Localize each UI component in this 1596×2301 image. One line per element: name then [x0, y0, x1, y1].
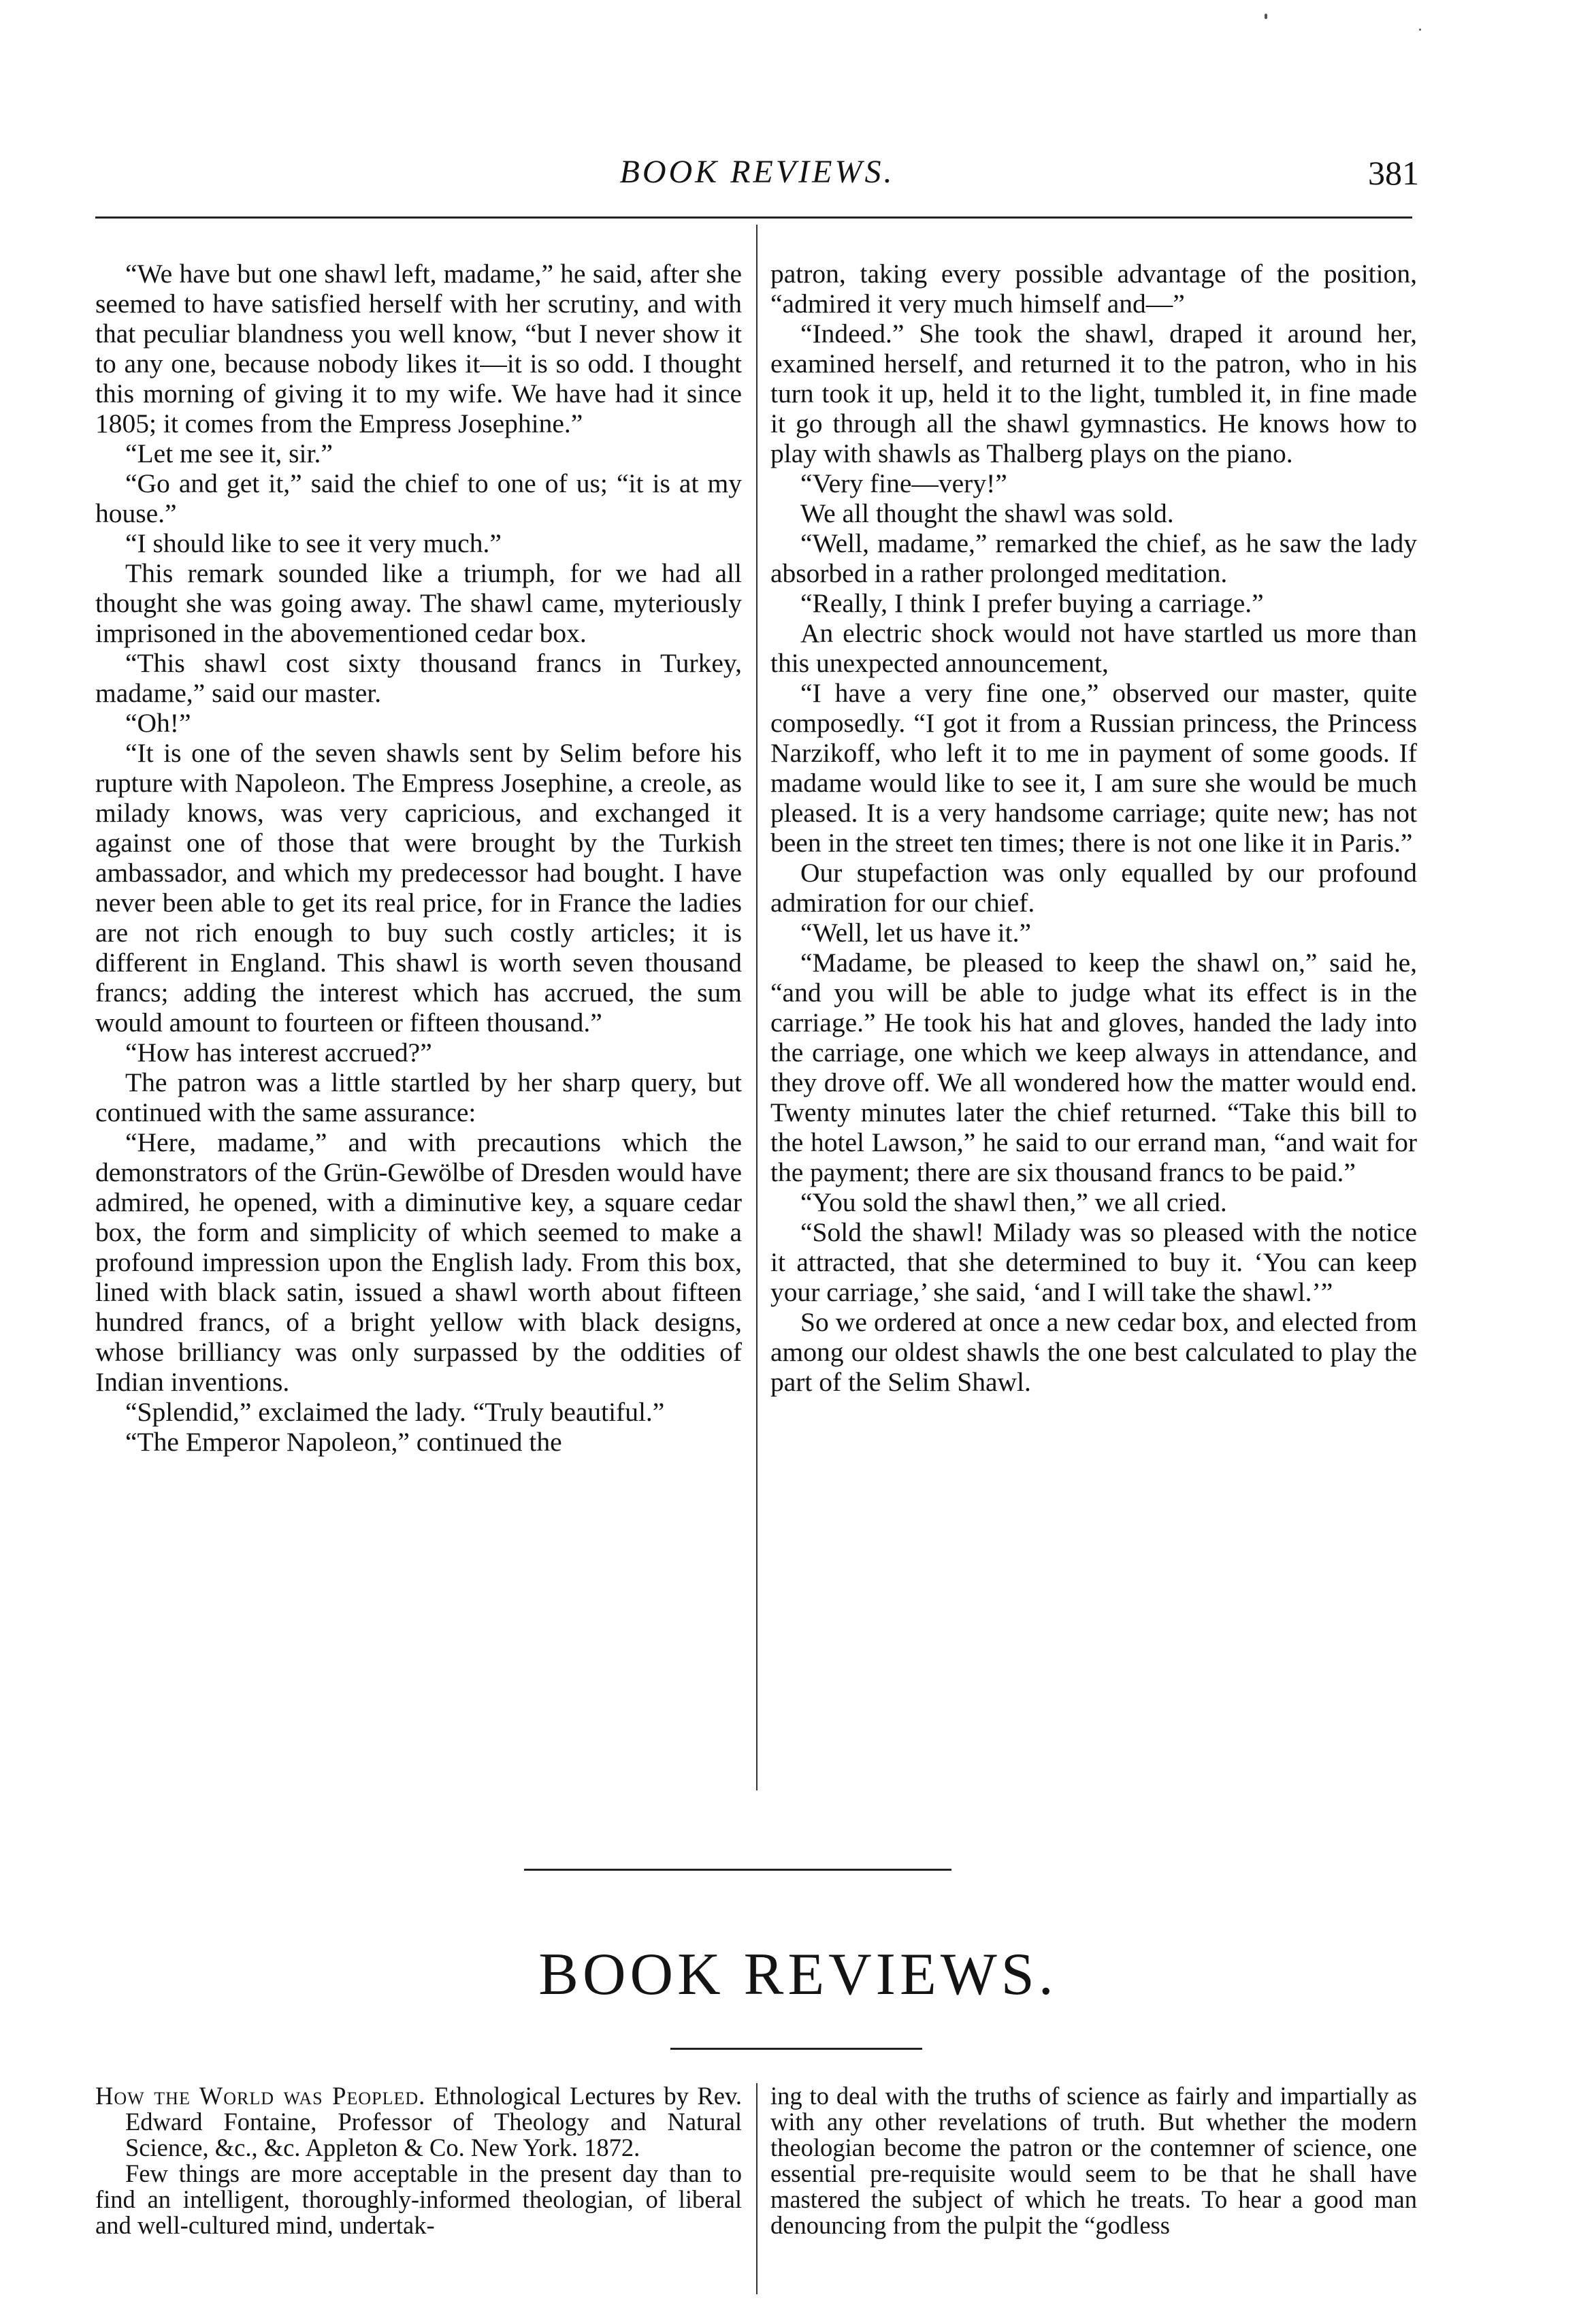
paragraph: patron, taking every possible advantage of the position, “admired it very much himself and—” — [770, 259, 1417, 319]
paragraph: “You sold the shawl then,” we all cried. — [800, 1187, 1227, 1217]
review-book-title: How the World was Peopled. — [95, 2082, 426, 2110]
paragraph: “It is one of the seven shawls sent by Selim before his rupture with Napoleon. The Empress Josephine, a creole, as milady knows, was very capricious, and exchanged it against one of those that were brought by the Turkish ambassador, and which my predecessor had bought. I have never been able to get its real price, for in France the ladies are not rich enough to buy such costly articles; it is different in England. This shawl is worth seven thousand francs; adding the interest which has accrued, the sum would amount to fourteen or fifteen thousand.” — [95, 738, 742, 1037]
page-number: 381 — [1368, 154, 1419, 192]
review-left-column — [95, 2083, 742, 2238]
paragraph: “Splendid,” exclaimed the lady. “Truly beautiful.” — [125, 1397, 665, 1427]
header-rule — [95, 216, 1412, 219]
review-citation — [95, 2083, 742, 2161]
paragraph: This remark sounded like a triumph, for we had all thought she was going away. The shawl came, myteriously imprisoned in the abovementioned cedar box. — [95, 558, 742, 648]
paragraph: “How has interest accrued?” — [125, 1037, 432, 1067]
paragraph: “Let me see it, sir.” — [125, 438, 333, 468]
paragraph: “We have but one shawl left, madame,” he said, after she seemed to have satisfied herself with her scrutiny, and with that peculiar blandness you well know, “but I never show it to any one, because nobody likes it—it is so odd. I thought this morning of giving it to my wife. We have had it since 1805; it comes from the Empress Josephine.” — [95, 259, 742, 438]
running-head — [95, 153, 1419, 201]
review-column-divider — [756, 2083, 758, 2294]
paragraph: “Oh!” — [125, 708, 191, 738]
paragraph: So we ordered at once a new cedar box, and elected from among our oldest shawls the one best calculated to play the part of the Selim Shawl. — [770, 1307, 1417, 1397]
right-column — [770, 259, 1417, 1397]
section-heading-rule — [670, 2048, 922, 2050]
review-right-column — [770, 2083, 1417, 2238]
review-paragraph: Few things are more acceptable in the present day than to find an intelligent, thoroughly-informed theologian, of liberal and well-cultured mind, undertak- — [95, 2159, 742, 2239]
paragraph: “Well, madame,” remarked the chief, as he saw the lady absorbed in a rather prolonged meditation. — [770, 528, 1417, 588]
section-heading: BOOK REVIEWS. — [538, 1942, 1058, 2008]
paragraph: “The Emperor Napoleon,” continued the — [125, 1427, 562, 1457]
page-speck — [1419, 29, 1421, 31]
paragraph: “I have a very fine one,” observed our master, quite composedly. “I got it from a Russian princess, the Princess Narzikoff, who left it to me in payment of some goods. If madame would like to see it, I am sure she would be much pleased. It is a very handsome carriage; quite new; has not been in the street ten times; there is not one like it in Paris.” — [770, 678, 1417, 858]
running-title: BOOK REVIEWS. — [619, 154, 895, 190]
paragraph: “I should like to see it very much.” — [125, 528, 502, 558]
paragraph: “Go and get it,” said the chief to one of us; “it is at my house.” — [95, 468, 742, 528]
paragraph: “Really, I think I prefer buying a carriage.” — [800, 588, 1264, 618]
paragraph: We all thought the shawl was sold. — [800, 498, 1174, 528]
review-citation-details: Ethnological Lectures by Rev. Edward Fontaine, Professor of Theology and Natural Science, &c., &c. Appleton & Co. New York. 1872. — [125, 2082, 742, 2161]
paragraph: An electric shock would not have startled us more than this unexpected announcement, — [770, 618, 1417, 678]
paragraph: Our stupefaction was only equalled by our profound admiration for our chief. — [770, 858, 1417, 918]
page-speck — [1265, 14, 1267, 19]
paragraph: “Here, madame,” and with precautions which the demonstrators of the Grün-Gewölbe of Dresden would have admired, he opened, with a diminutive key, a square cedar box, the form and simplicity of which seemed to make a profound impression upon the English lady. From this box, lined with black satin, issued a shawl worth about fifteen hundred francs, of a bright yellow with black designs, whose brilliancy was only surpassed by the oddities of Indian inventions. — [95, 1127, 742, 1397]
paragraph: The patron was a little startled by her sharp query, but continued with the same assurance: — [95, 1067, 742, 1127]
paragraph: “Madame, be pleased to keep the shawl on,” said he, “and you will be able to judge what its effect is in the carriage.” He took his hat and gloves, handed the lady into the carriage, one which we keep always in attendance, and they drove off. We all wondered how the matter would end. Twenty minutes later the chief returned. “Take this bill to the hotel Lawson,” he said to our errand man, “and wait for the payment; there are six thousand francs to be paid.” — [770, 948, 1417, 1187]
paragraph: “Very fine—very!” — [800, 468, 1007, 498]
column-divider — [756, 225, 758, 1790]
paragraph: “Indeed.” She took the shawl, draped it around her, examined herself, and returned it to the patron, who in his turn took it up, held it to the light, tumbled it, in fine made it go through all the shawl gymnastics. He knows how to play with shawls as Thalberg plays on the piano. — [770, 319, 1417, 468]
paragraph: “Well, let us have it.” — [800, 918, 1032, 948]
paragraph: “This shawl cost sixty thousand francs in Turkey, madame,” said our master. — [95, 648, 742, 708]
paragraph: “Sold the shawl! Milady was so pleased with the notice it attracted, that she determined to buy it. ‘You can keep your carriage,’ she said, ‘and I will take the shawl.’” — [770, 1217, 1417, 1307]
section-separator-rule — [524, 1869, 951, 1871]
left-column — [95, 259, 742, 1457]
review-paragraph-continued: ing to deal with the truths of science as fairly and impartially as with any other revelations of truth. But whether the modern theologian become the patron or the contemner of science, one essential pre-requisite would seem to be that he shall have mastered the subject of which he treats. To hear a good man denouncing from the pulpit the “godless — [770, 2082, 1417, 2239]
